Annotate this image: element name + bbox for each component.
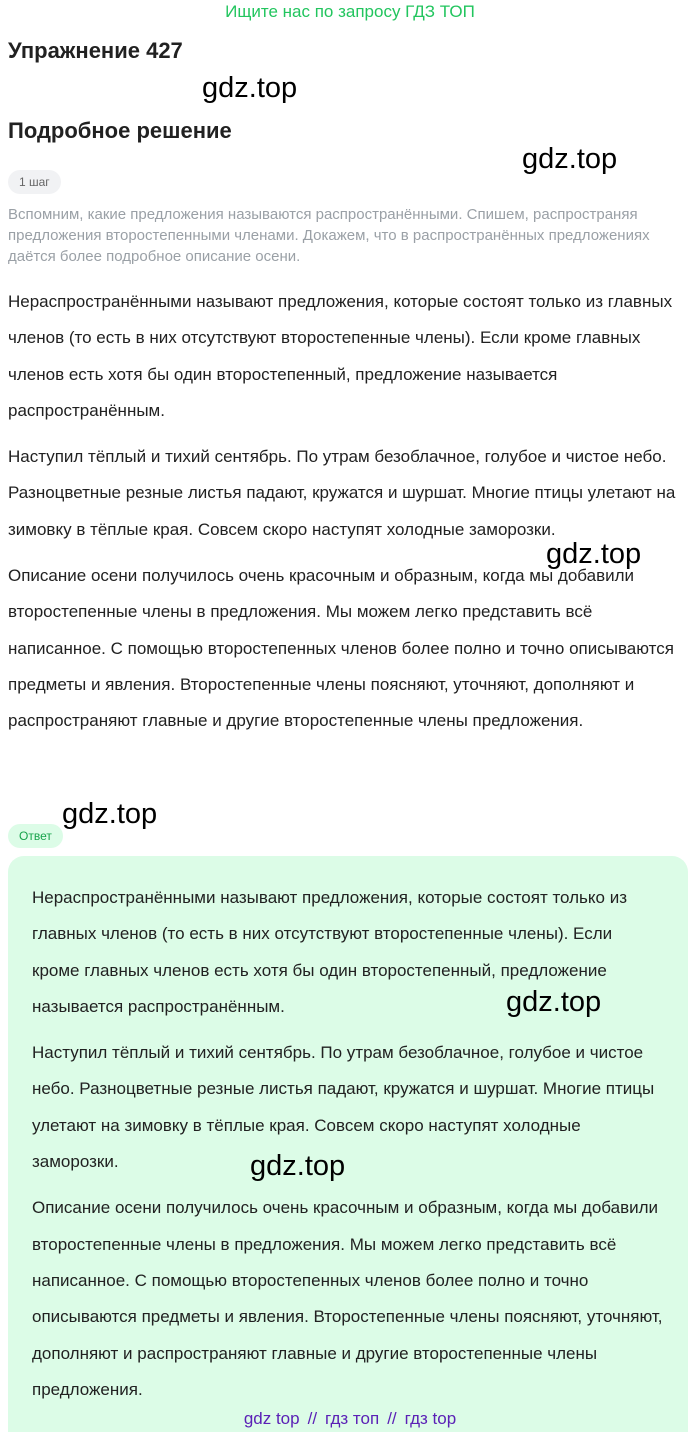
footer-links <box>0 1408 700 1430</box>
answer-paragraph: Нераспространёнными называют предложения, которые состоят только из главных членов (то есть в них отсутствуют второстепенные члены). Если кроме главных членов есть хотя бы один второстепенный, предложение называется распространённым. <box>32 888 628 1016</box>
solution-text <box>8 284 690 750</box>
footer-separator: // <box>307 1409 318 1428</box>
watermark: gdz.top <box>250 1150 346 1182</box>
answer-badge: Ответ <box>8 824 63 848</box>
watermark: gdz.top <box>506 986 602 1018</box>
answer-paragraph: Наступил тёплый и тихий сентябрь. По утрам безоблачное, голубое и чистое небо. Разноцветные резные листья падают, кружатся и шуршат. Многие птицы улетают на зимовку в тёплые края. Совсем скоро наступят холодные заморозки. <box>32 1043 655 1172</box>
footer-link[interactable]: gdz top <box>243 1409 300 1428</box>
step-hint: Вспомним, какие предложения называются распространёнными. Спишем, распространяя предложения второстепенными членами. Докажем, что в распространённых предложениях даётся более подробное описание осени. <box>8 206 650 265</box>
section-title: Подробное решение <box>8 118 232 143</box>
watermark: gdz.top <box>546 538 642 570</box>
answer-box <box>8 856 688 1432</box>
solution-paragraph: Описание осени получилось очень красочным и образным, когда мы добавили второстепенные члены в предложения. Мы можем легко представить всё написанное. С помощью второстепенных членов более полно и точно описываются предметы и явления. Второстепенные члены поясняют, уточняют, дополняют и распространяют главные и другие второстепенные члены предложения. <box>8 566 674 731</box>
step-badge: 1 шаг <box>8 170 61 194</box>
watermark: gdz.top <box>62 798 158 830</box>
footer-separator: // <box>387 1409 397 1428</box>
footer-link[interactable]: гдз топ <box>325 1409 380 1428</box>
search-banner: Ищите нас по запросу ГДЗ ТОП <box>225 2 475 21</box>
answer-paragraph: Описание осени получилось очень красочным и образным, когда мы добавили второстепенные члены в предложения. Мы можем легко представить всё написанное. С помощью второстепенных членов более полно и точно описываются предметы и явления. Второстепенные члены поясняют, уточняют, дополняют и распространяют главные и другие второстепенные члены предложения. <box>32 1198 663 1399</box>
watermark: gdz.top <box>202 72 298 104</box>
solution-paragraph: Нераспространёнными называют предложения, которые состоят только из главных членов (то есть в них отсутствуют второстепенные члены). Если кроме главных членов есть хотя бы один второстепенный, предложение называется распространённым. <box>8 292 673 420</box>
exercise-title: Упражнение 427 <box>8 38 183 63</box>
solution-paragraph: Наступил тёплый и тихий сентябрь. По утрам безоблачное, голубое и чистое небо. Разноцветные резные листья падают, кружатся и шуршат. Многие птицы улетают на зимовку в тёплые края. Совсем скоро наступят холодные заморозки. <box>8 447 676 539</box>
footer-link[interactable]: гдз top <box>404 1409 457 1428</box>
watermark: gdz.top <box>522 143 618 175</box>
